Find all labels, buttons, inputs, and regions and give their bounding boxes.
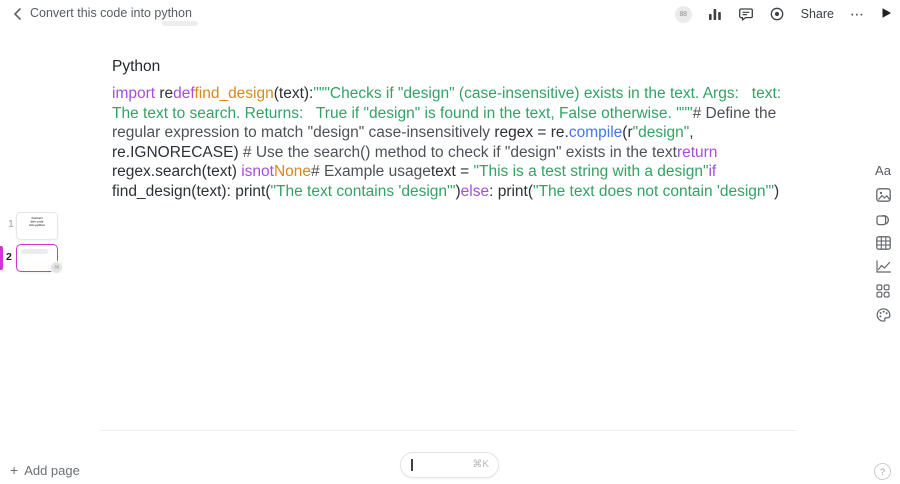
code-token-cm: # Example usage: [311, 163, 431, 180]
code-token-bi: compile: [568, 124, 623, 141]
code-token-kw: def: [173, 85, 195, 102]
code-token-st: "The text contains 'design'": [270, 182, 456, 200]
topbar: [0, 0, 900, 28]
text-style-button[interactable]: Aa: [875, 163, 891, 178]
table-icon: [876, 236, 891, 250]
code-token-pl: (r: [622, 124, 633, 141]
help-button[interactable]: ?: [874, 463, 891, 480]
more-options-button[interactable]: ⋯: [850, 6, 865, 22]
code-token-fn: find_design: [194, 85, 274, 102]
code-token-pl: text =: [430, 163, 474, 180]
doc-title: Convert this code into python: [30, 6, 192, 20]
code-token-st: "This is a test string with a design": [473, 163, 709, 180]
text-caret: [411, 459, 413, 471]
code-token-pl: ): [774, 182, 780, 200]
code-token-fn: None: [273, 163, 312, 180]
code-token-pl: re: [155, 85, 174, 102]
code-token-pl: , re.IGNORECASE): [112, 124, 698, 161]
page-heading[interactable]: Python: [112, 58, 161, 75]
code-token-kw: if: [708, 163, 717, 180]
code-token-kw: else: [460, 182, 490, 200]
document-page[interactable]: [100, 40, 797, 431]
blocks-grid-icon: [876, 284, 890, 298]
thumb-number-1: 1: [8, 218, 14, 230]
theme-button[interactable]: [875, 307, 891, 322]
share-button[interactable]: Share: [800, 7, 834, 21]
blocks-button[interactable]: [875, 283, 891, 298]
image-button[interactable]: [875, 187, 891, 202]
code-token-st: """Checks if "design" (case-insensitive) exists in the text. Args: text: The text to search. Returns: True if "design" is found in the text, False otherwise. """: [112, 85, 786, 122]
thumbnail-2-credits-badge: 88: [50, 261, 63, 274]
play-icon: [881, 7, 892, 19]
palette-icon: [876, 308, 891, 322]
table-button[interactable]: [875, 235, 891, 250]
command-search-input[interactable]: [400, 452, 499, 478]
add-page-button[interactable]: [10, 462, 80, 478]
thumb-number-2: 2: [6, 251, 12, 263]
image-icon: [876, 188, 891, 202]
thumbnail-2-placeholder-bar: [21, 249, 48, 254]
code-paragraph[interactable]: [112, 84, 788, 201]
shapes-button[interactable]: [875, 211, 891, 226]
code-token-pl: (text):: [273, 85, 314, 102]
page-thumbnail-2[interactable]: [16, 244, 58, 272]
title-loading-pill: [162, 21, 198, 26]
shapes-icon: [876, 212, 891, 226]
code-token-cm: # Use the search() method to check if "design" exists in the text: [242, 143, 677, 161]
credits-badge[interactable]: 88: [675, 6, 692, 23]
code-token-kw: not: [252, 163, 274, 180]
selected-page-indicator: [0, 246, 3, 270]
code-token-kw: is: [241, 163, 253, 180]
chart-button[interactable]: [875, 259, 891, 274]
chevron-left-icon: [13, 8, 22, 20]
code-token-pl: : print(: [489, 182, 534, 200]
thumbnail-1-label: Convert this code into python: [28, 217, 45, 227]
insert-toolbar: [875, 163, 891, 322]
record-icon[interactable]: [770, 7, 785, 22]
code-token-pl: find_design(text): print(: [112, 163, 721, 200]
code-token-kw: return: [676, 143, 718, 161]
code-token-pl: ): [455, 182, 461, 200]
present-play-button[interactable]: [881, 7, 892, 22]
comments-icon[interactable]: [739, 7, 754, 22]
analytics-icon[interactable]: [708, 7, 723, 22]
code-token-st: "design": [632, 124, 690, 141]
line-chart-icon: [876, 260, 891, 273]
add-page-label: Add page: [24, 462, 80, 478]
topbar-actions: [675, 0, 892, 28]
page-thumbnail-1[interactable]: [16, 212, 58, 240]
cmdk-shortcut-hint: ⌘K: [472, 459, 489, 470]
code-token-st: "The text does not contain 'design'": [533, 182, 774, 200]
code-token-kw: import: [112, 85, 156, 102]
code-token-cm: # Define the regular expression to match "design" case-insensitively: [112, 104, 781, 141]
code-token-pl: regex.search(text): [112, 143, 722, 180]
code-token-pl: regex = re.: [494, 124, 569, 141]
plus-icon: +: [10, 462, 19, 478]
back-button[interactable]: [8, 5, 26, 23]
